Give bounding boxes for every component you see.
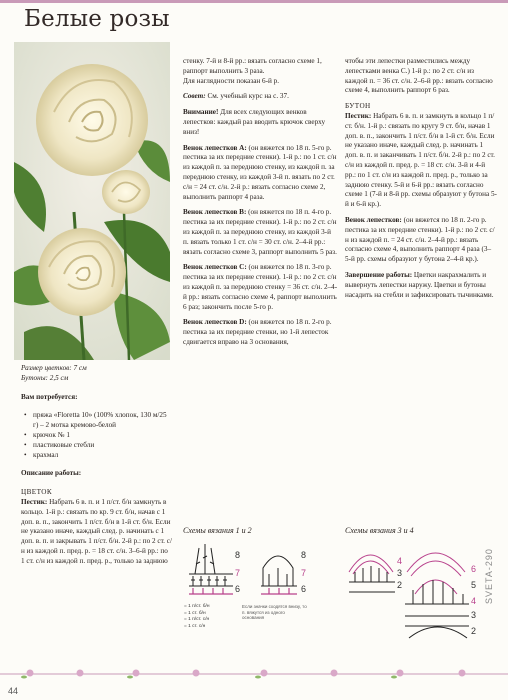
column-middle [183, 57, 338, 348]
scheme-title-3-4: Схемы вязания 3 и 4 [345, 526, 414, 535]
row-label: 4 [471, 596, 477, 606]
legend-item: = 1 ст. с/н [184, 623, 206, 629]
watermark: SVETA-290 [484, 548, 494, 604]
bud-petals-paragraph: Венок лепестков: (он вяжется по 18 п. 2-го р. пестика за их передние стенки). 1-й р.: по 2 ст. с/н из каждой п. = 24 ст. с/н. 2–4-й рр.: вязать согласно схеме 4, выполнить раппорт 4 раза (3–5-й рр. схемы образуют у бутона 2–4-й кр.). [345, 215, 495, 264]
legend-item: = 1 п/ст. с/н [184, 617, 210, 623]
attention-paragraph: Внимание! Для всех следующих венков лепестков: каждый раз вводить крючок сверху вниз! [183, 108, 326, 136]
materials-heading: Вам потребуется: [21, 392, 78, 401]
legend-item: = 1 п/ст. б/н [184, 604, 210, 609]
petals-b-paragraph: Венок лепестков B: (он вяжется по 18 п. 4-го р. пестика за их передние стенки). 1-й р.: по 2 ст. с/н из каждой п. за переднюю стенку, из каждой 3-й п. вязать только 1 ст. с/н = 30 ст. с/н. 2–4-й рр.: вязать согласно схеме 3, раппорт выполнить 5 раз. [183, 208, 337, 256]
scheme-title-1-2: Схемы вязания 1 и 2 [183, 526, 252, 535]
legend-item: = 1 ст. б/н [184, 610, 206, 616]
row-label: 5 [471, 580, 477, 590]
row-label: 6 [235, 584, 241, 594]
petals-a-paragraph: Венок лепестков A: (он вяжется по 18 п. 5-го р. пестика за их передние стенки). 1-й р.: по 1 ст. с/н из каждой п. за переднюю стенку, из каждой п. за переднюю стенку, из каждой 3-й п. вязать по 2 ст. с/н = 24 ст. с/н. 2-й р.: вязать согласно схеме 2, выполнить раппорт 4 раза. [183, 143, 337, 201]
row-label: 6 [471, 564, 477, 574]
row-label: 8 [235, 550, 241, 560]
scheme-diagram-1-2 [183, 538, 343, 602]
bud-heading: БУТОН [345, 102, 371, 111]
rose-photo [14, 42, 170, 360]
text-paragraph: стенку. 7-й и 8-й рр.: вязать согласно схеме 1, раппорт выполнить 3 раза. [183, 57, 322, 75]
scheme-diagram-3-4 [345, 538, 495, 658]
material-item: • крахмал [21, 451, 173, 461]
text-paragraph: Для наглядности показан 6-й р. [183, 76, 280, 85]
row-label: 2 [471, 626, 477, 636]
material-item: • пряжа «Floretta 10» (100% хлопок, 130 м/25 г) – 2 мотка кремово-белой [21, 411, 173, 431]
finish-paragraph: Завершение работы: Цветки накрахмалить и вывернуть лепестки наружу. Цветки и бутоны насадить на стебли и зафиксировать тычинками. [345, 270, 494, 299]
material-item: • крючок № 1 [21, 431, 173, 441]
petals-d-paragraph: Венок лепестков D: (он вяжется по 18 п. 2-го р. пестика за их передние стенки, но 1-й лепесток сдвигается вправо на 3 основания, [183, 318, 332, 346]
top-accent-bar [0, 0, 508, 3]
row-label: 7 [235, 568, 241, 578]
work-heading: Описание работы: [21, 469, 82, 478]
row-label: 8 [301, 550, 307, 560]
page-title: Белые розы [24, 6, 170, 32]
flower-size: Размер цветков: 7 см [21, 364, 87, 372]
tip-paragraph: Совет: См. учебный курс на с. 37. [183, 92, 289, 101]
legend-note: Если значки сходятся внизу, то п. вяжутся из одного основания [242, 604, 307, 620]
flower-paragraph: Пестик: Набрать 6 в. п. и 1 п/ст. б/н замкнуть в кольцо. 1-й р.: связать по кр. 9 ст. б/н, начав с 1 доп. в. п., закончить 1 п/ст. б/н в 1-й ст. б/н. Если не указано иначе, каждый след. р. начинать с 1 доп. в. п. и закрывать 1 п/ст. б/н. 2-й р.: по 2 ст. с/н из каждой п. пред. р. = 18 ст. с/н. 3–6-й рр.: по 1 ст. с/н из каждой п. пред. р., только за заднюю [21, 497, 172, 565]
decorative-flower-band [0, 664, 508, 700]
row-label: 6 [301, 584, 307, 594]
bud-size: Бутоны: 2,5 см [21, 373, 69, 382]
row-label: 3 [397, 568, 403, 578]
page-number: 44 [8, 686, 19, 696]
material-item: • пластиковые стебли [21, 441, 173, 451]
bud-paragraph: Пестик: Набрать 6 в. п. и замкнуть в кольцо 1 п/ст. б/н. 1-й р.: связать по кругу 9 ст. б/н, начав 1 доп. в. п., закончить 1 п/ст. б/н в 1-й ст. б/н. Если не указано иначе, каждый след. р. начинать 1 доп. в. п. и заканчивать 1 п/ст. б/н. 2-й р.: по 2 ст. с/н из каждой п. пред. р. = 18 ст. с/н. 3-й и 4-й рр.: по 1 ст. с/н из каждой п. пред. р., только за заднюю стенку. 5-й и 6-й рр.: вязать согласно схеме 1 (7-й и 8-й рр. схемы образуют у бутона 5-й и 6-й кр.). [345, 111, 497, 209]
petals-c-paragraph: Венок лепестков C: (он вяжется по 18 п. 3-го р. пестика за их передние стенки). 1-й р.: по 2 ст. с/н из каждой п. за переднюю стенку = 36 ст. с/н. 2–4-й рр.: вязать согласно схеме 4, раппорт выполнить 6 раз; закончить после 5-го р. [183, 263, 338, 311]
row-label: 3 [471, 610, 477, 620]
symbol-legend [184, 604, 210, 630]
row-label: 2 [397, 580, 403, 590]
row-label: 4 [397, 556, 403, 566]
column-right [345, 57, 497, 300]
flower-heading: ЦВЕТОК [21, 488, 53, 497]
row-label: 7 [301, 568, 307, 578]
column-left [21, 364, 173, 567]
text-paragraph: чтобы эти лепестки разместились между лепестками венка С.) 1-й р.: по 2 ст. с/н из каждой п. = 36 ст. с/н. 2–6-й рр.: вязать согласно схеме 4, выполнить раппорт 6 раз. [345, 57, 493, 95]
